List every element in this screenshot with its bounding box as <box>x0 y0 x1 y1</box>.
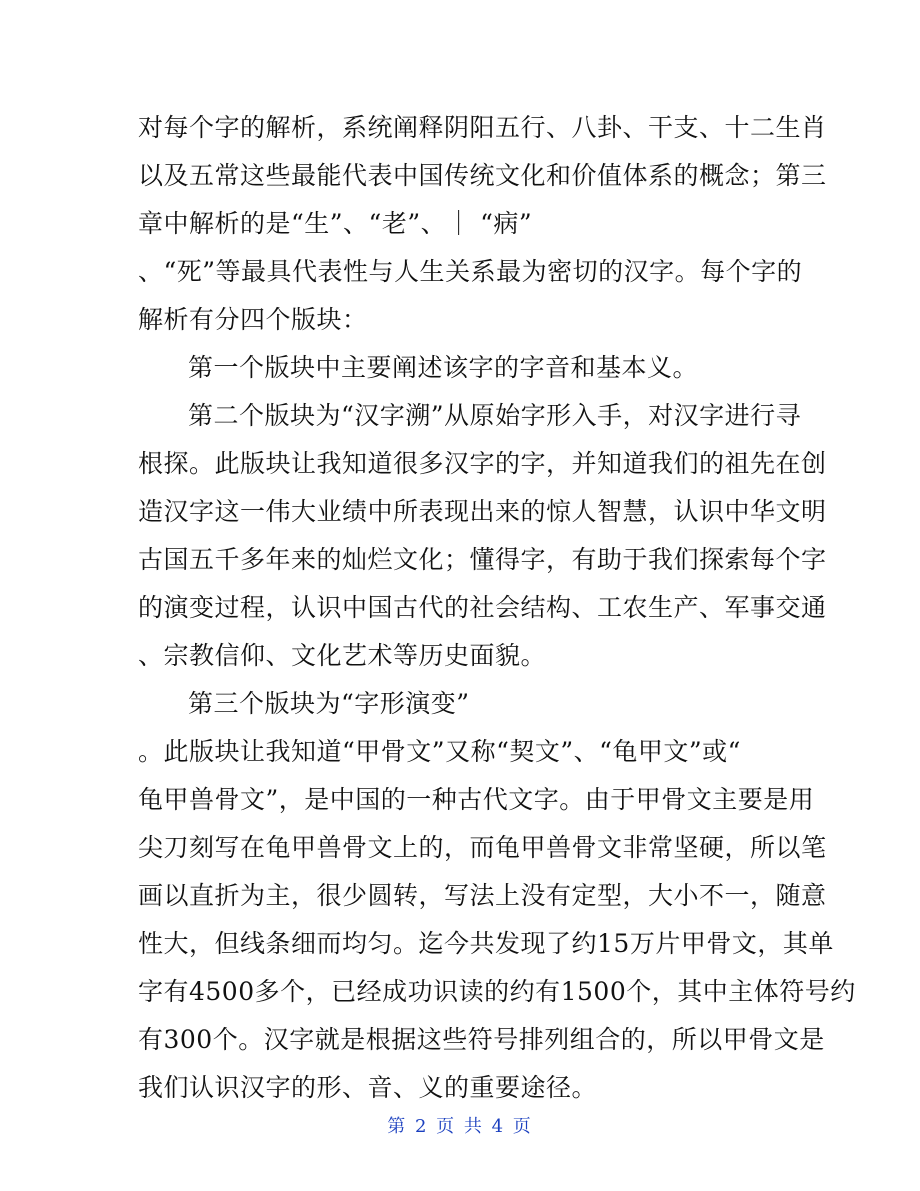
text-line: 龟甲兽骨文”，是中国的一种古代文字。由于甲骨文主要是用 <box>138 785 815 814</box>
paragraph-first-line: 第三个版块为“字形演变” <box>188 689 470 718</box>
document-body <box>138 104 856 1112</box>
text-line: 根探。此版块让我知道很多汉字的字，并知道我们的祖先在创 <box>138 449 827 478</box>
text-line: 。此版块让我知道“甲骨文”又称“契文”、“龟甲文”或“ <box>138 737 741 766</box>
text-line: 画以直折为主，很少圆转，写法上没有定型，大小不一，随意 <box>138 881 827 910</box>
text-line: 性大，但线条细而均匀。迄今共发现了约15万片甲骨文，其单 <box>138 929 834 958</box>
text-line: 我们认识汉字的形、音、义的重要途径。 <box>138 1073 598 1102</box>
text-line: 古国五千多年来的灿烂文化；懂得字，有助于我们探索每个字 <box>138 545 827 574</box>
paragraph-first-line: 第一个版块中主要阐述该字的字音和基本义。 <box>188 353 699 382</box>
text-line: 造汉字这一伟大业绩中所表现出来的惊人智慧，认识中华文明 <box>138 497 827 526</box>
text-line: 、“死”等最具代表性与人生关系最为密切的汉字。每个字的 <box>138 257 803 286</box>
text-line: 章中解析的是“生”、“老”、｜ “病” <box>138 209 533 238</box>
page-number-footer: 第 2 页 共 4 页 <box>387 1116 533 1137</box>
text-line: 的演变过程，认识中国古代的社会结构、工农生产、军事交通 <box>138 593 827 622</box>
text-line: 以及五常这些最能代表中国传统文化和价值体系的概念；第三 <box>138 161 827 190</box>
text-line: 有300个。汉字就是根据这些符号排列组合的，所以甲骨文是 <box>138 1025 825 1054</box>
text-line: 、宗教信仰、文化艺术等历史面貌。 <box>138 641 547 670</box>
text-line: 解析有分四个版块： <box>138 305 368 334</box>
paragraph-first-line: 第二个版块为“汉字溯”从原始字形入手，对汉字进行寻 <box>188 401 802 430</box>
text-line: 尖刀刻写在龟甲兽骨文上的，而龟甲兽骨文非常坚硬，所以笔 <box>138 833 827 862</box>
text-line: 字有4500多个，已经成功识读的约有1500个，其中主体符号约 <box>138 977 856 1006</box>
text-line: 对每个字的解析，系统阐释阴阳五行、八卦、干支、十二生肖 <box>138 113 827 142</box>
